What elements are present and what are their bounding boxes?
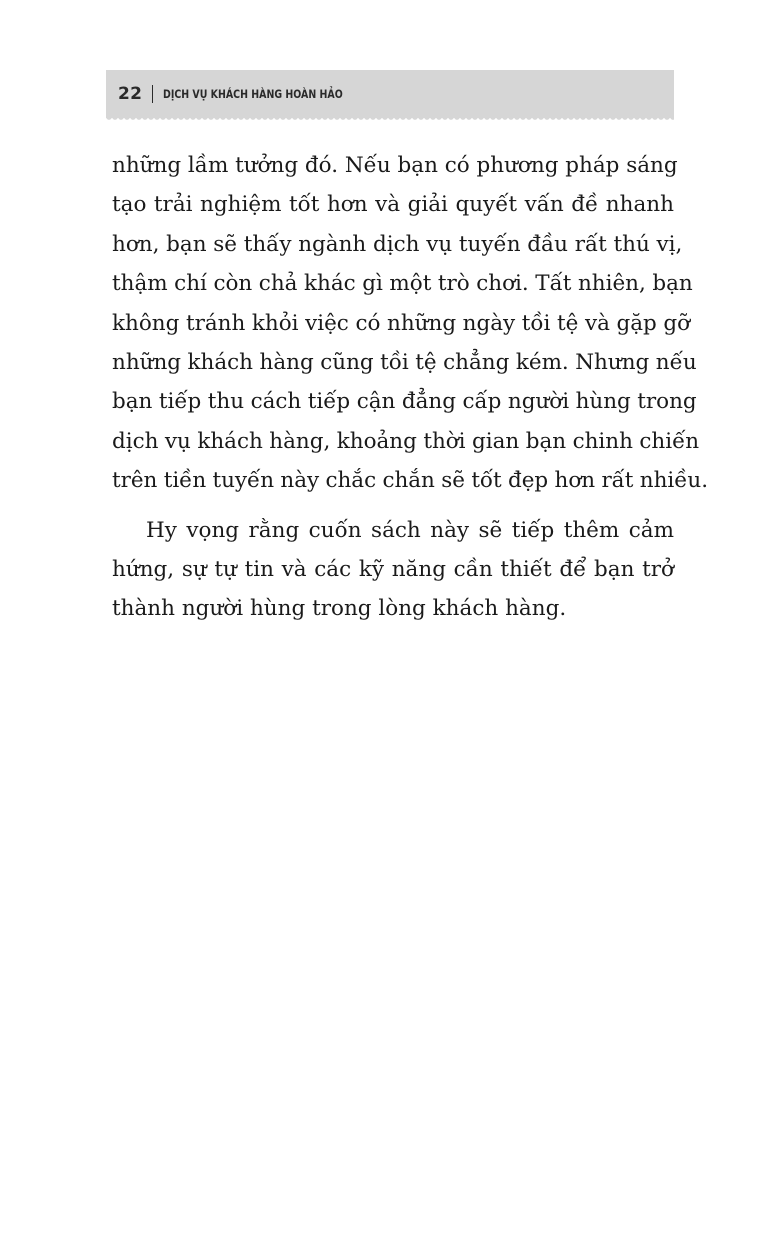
text-line: không tránh khỏi việc có những ngày tồi tệ và gặp gỡ <box>112 310 691 336</box>
text-line: hơn, bạn sẽ thấy ngành dịch vụ tuyến đầu rất thú vị, <box>112 231 683 257</box>
text-line: những lầm tưởng đó. Nếu bạn có phương pháp sáng <box>112 153 678 178</box>
header-separator <box>152 85 153 103</box>
text-line: dịch vụ khách hàng, khoảng thời gian bạn chinh chiến <box>112 428 700 454</box>
text-line: bạn tiếp thu cách tiếp cận đẳng cấp người hùng trong <box>112 389 697 415</box>
text-line: hứng, sự tự tin và các kỹ năng cần thiết để bạn trở <box>112 557 674 583</box>
text-line: thậm chí còn chả khác gì một trò chơi. Tất nhiên, bạn <box>112 271 693 297</box>
text-line: trên tiền tuyến này chắc chắn sẽ tốt đẹp hơn rất nhiều. <box>112 468 709 494</box>
paragraph-1 <box>112 146 709 501</box>
body-text <box>112 146 709 629</box>
page-number: 22 <box>118 84 143 104</box>
text-line: những khách hàng cũng tồi tệ chẳng kém. Nhưng nếu <box>112 350 697 376</box>
text-line: tạo trải nghiệm tốt hơn và giải quyết vấn đề nhanh <box>112 192 674 218</box>
book-title: DỊCH VỤ KHÁCH HÀNG HOÀN HẢO <box>163 87 343 101</box>
text-line: Hy vọng rằng cuốn sách này sẽ tiếp thêm cảm <box>146 517 674 543</box>
running-header <box>106 70 674 118</box>
text-line: thành người hùng trong lòng khách hàng. <box>112 596 567 622</box>
paragraph-2 <box>112 511 674 629</box>
